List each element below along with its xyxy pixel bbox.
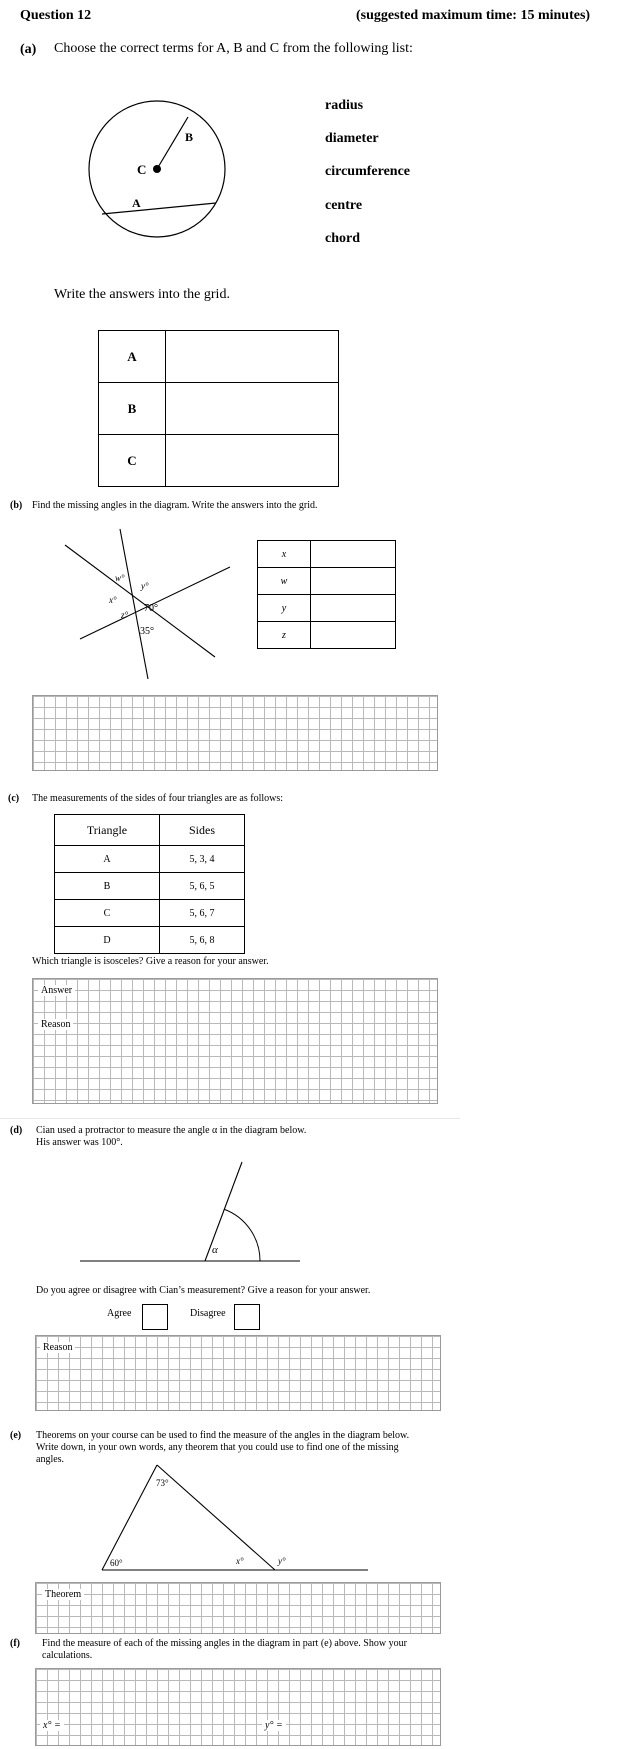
part-e-label: (e) — [10, 1430, 22, 1441]
triangle-right-side — [157, 1465, 275, 1570]
agree-label: Agree — [107, 1308, 132, 1319]
radius-line — [157, 117, 188, 169]
triangle-left-side — [102, 1465, 157, 1570]
disagree-label: Disagree — [190, 1308, 226, 1319]
disagree-checkbox[interactable] — [234, 1304, 260, 1330]
table-cell-triangle: C — [55, 900, 160, 927]
grid-label-c: C — [99, 435, 166, 487]
alpha-label: α — [212, 1244, 218, 1256]
grid-label-a: A — [99, 331, 166, 383]
angle-y: y° — [141, 581, 149, 591]
part-f-line1: Find the measure of each of the missing angles in the diagram in part (e) above. Show your — [42, 1638, 407, 1649]
grid-b-label-x: x — [258, 541, 311, 568]
triangle-diagram — [80, 1460, 380, 1575]
y-answer-label: y° = — [262, 1720, 286, 1731]
table-cell-sides: 5, 6, 5 — [160, 873, 245, 900]
answer-grid-b — [257, 540, 396, 649]
suggested-time: (suggested maximum time: 15 minutes) — [356, 8, 591, 23]
angle-70: 70° — [144, 603, 158, 614]
label-b: B — [185, 130, 194, 144]
theorem-grid[interactable] — [35, 1582, 441, 1634]
section-divider — [0, 1118, 460, 1119]
angle-arm — [205, 1162, 242, 1261]
angle-35: 35° — [140, 626, 154, 637]
answer-grid-a — [98, 330, 339, 487]
term-diameter: diameter — [325, 131, 379, 146]
reason-grid-d[interactable] — [35, 1335, 441, 1411]
grid-b-label-w: w — [258, 568, 311, 595]
part-c-question: Which triangle is isosceles? Give a reason for your answer. — [32, 956, 269, 967]
grid-b-answer-y[interactable] — [311, 595, 396, 622]
part-d-question: Do you agree or disagree with Cian’s measurement? Give a reason for your answer. — [36, 1285, 371, 1296]
triangle-table — [54, 814, 245, 954]
angle-x: x° — [109, 595, 117, 605]
reason-label-c: Reason — [38, 1019, 73, 1030]
grid-b-answer-w[interactable] — [311, 568, 396, 595]
grid-answer-c[interactable] — [166, 435, 339, 487]
table-cell-sides: 5, 3, 4 — [160, 846, 245, 873]
part-a-label: (a) — [20, 42, 37, 57]
write-prompt: Write the answers into the grid. — [54, 287, 230, 302]
question-number: Question 12 — [20, 8, 92, 23]
part-a-instruction: Choose the correct terms for A, B and C from the following list: — [54, 41, 413, 56]
grid-b-answer-z[interactable] — [311, 622, 396, 649]
grid-b-label-z: z — [258, 622, 311, 649]
part-c-instruction: The measurements of the sides of four triangles are as follows: — [32, 793, 284, 804]
label-c: C — [137, 162, 147, 177]
angle-y-e: y° — [278, 1556, 286, 1566]
table-row — [55, 927, 245, 954]
part-c-label: (c) — [8, 793, 20, 804]
grid-label-b: B — [99, 383, 166, 435]
angle-z: z° — [121, 610, 129, 620]
table-row — [55, 846, 245, 873]
centre-point — [153, 165, 161, 173]
working-grid-b[interactable] — [32, 695, 438, 771]
grid-answer-a[interactable] — [166, 331, 339, 383]
angle-60: 60° — [110, 1558, 123, 1568]
grid-b-answer-x[interactable] — [311, 541, 396, 568]
table-header-sides: Sides — [160, 815, 245, 846]
part-b-label: (b) — [10, 500, 23, 511]
term-centre: centre — [325, 198, 363, 213]
part-e-line3: angles. — [36, 1454, 65, 1465]
angle-x-e: x° — [236, 1556, 244, 1566]
agree-checkbox[interactable] — [142, 1304, 168, 1330]
chord-line — [102, 203, 216, 214]
part-e-line1: Theorems on your course can be used to find the measure of the angles in the diagram below. — [36, 1430, 410, 1441]
part-d-line2: His answer was 100°. — [36, 1137, 123, 1148]
part-f-label: (f) — [10, 1638, 20, 1649]
circle-diagram — [80, 95, 230, 245]
part-d-label: (d) — [10, 1125, 23, 1136]
angle-73: 73° — [156, 1478, 169, 1488]
table-cell-triangle: D — [55, 927, 160, 954]
grid-b-label-y: y — [258, 595, 311, 622]
table-row — [55, 900, 245, 927]
label-a: A — [132, 196, 141, 210]
part-b-instruction: Find the missing angles in the diagram. Write the answers into the grid. — [32, 500, 318, 511]
table-cell-triangle: A — [55, 846, 160, 873]
angle-w: w° — [115, 573, 125, 583]
table-row — [55, 873, 245, 900]
angles-diagram — [55, 525, 240, 685]
angle-arc — [225, 1209, 261, 1261]
grid-answer-b[interactable] — [166, 383, 339, 435]
protractor-diagram — [80, 1155, 310, 1265]
table-cell-sides: 5, 6, 7 — [160, 900, 245, 927]
part-f-line2: calculations. — [42, 1650, 93, 1661]
theorem-label: Theorem — [42, 1589, 84, 1600]
term-circumference: circumference — [325, 164, 410, 179]
table-header-triangle: Triangle — [55, 815, 160, 846]
part-e-line2: Write down, in your own words, any theorem that you could use to find one of the missing — [36, 1442, 399, 1453]
reason-label-d: Reason — [40, 1342, 75, 1353]
answer-grid-c[interactable] — [32, 978, 438, 1104]
term-radius: radius — [325, 98, 364, 113]
calculation-grid-f[interactable] — [35, 1668, 441, 1746]
table-cell-sides: 5, 6, 8 — [160, 927, 245, 954]
answer-label: Answer — [38, 985, 75, 996]
line-diagonal — [65, 545, 215, 657]
term-chord: chord — [325, 231, 360, 246]
part-d-line1: Cian used a protractor to measure the angle α in the diagram below. — [36, 1125, 307, 1136]
x-answer-label: x° = — [40, 1720, 64, 1731]
table-cell-triangle: B — [55, 873, 160, 900]
